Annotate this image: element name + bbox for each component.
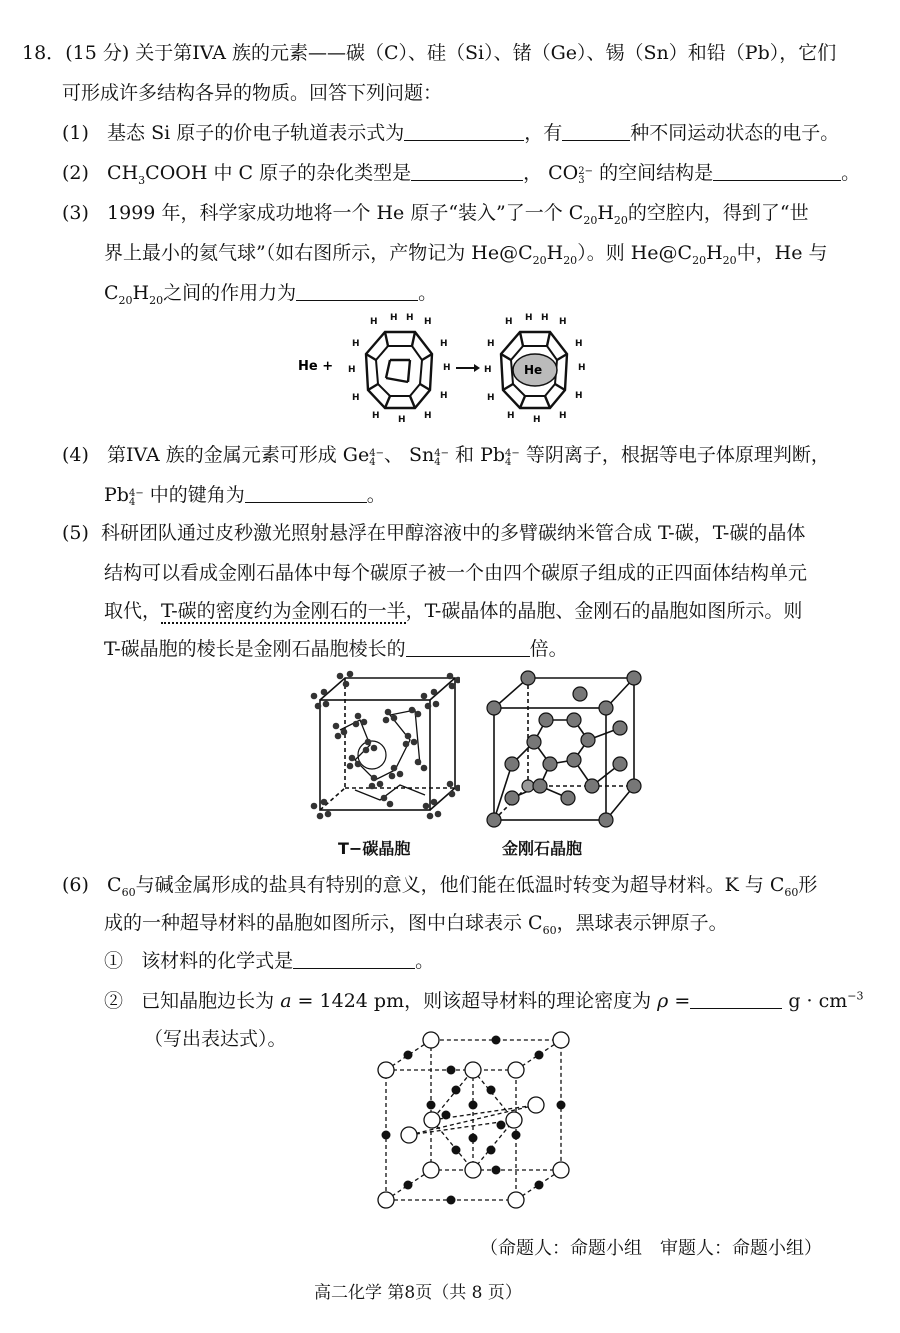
period: 。 bbox=[841, 162, 861, 184]
question-number: 18． bbox=[22, 42, 66, 64]
part-6-label: (6) bbox=[62, 874, 89, 896]
ion-charge bbox=[129, 489, 144, 507]
answer-blank-2b[interactable] bbox=[713, 162, 841, 181]
co3-text: CO bbox=[548, 162, 579, 184]
unit-exponent: −3 bbox=[847, 989, 864, 1003]
ion-charge bbox=[434, 449, 449, 467]
part-1-text-a: 基态 Si 原子的价电子轨道表示式为 bbox=[107, 122, 405, 144]
h-atom: H bbox=[575, 339, 583, 349]
part-4-text-c: 中的键角为 bbox=[143, 484, 245, 506]
part-4-text-b: 等阴离子，根据等电子体原理判断， bbox=[519, 444, 830, 466]
sub-20: 20 bbox=[118, 293, 133, 307]
ion-sub: 4 bbox=[434, 457, 441, 468]
answer-blank-6a[interactable] bbox=[293, 950, 415, 969]
h-atom: H bbox=[424, 411, 432, 421]
co3-charge bbox=[578, 167, 593, 185]
intro-text-1: 关于第IVA 族的元素——碳（C）、硅（Si）、锗（Ge）、锡（Sn）和铅（Pb），它们 bbox=[129, 42, 837, 64]
part-2-text-b: 的空间结构是 bbox=[599, 162, 714, 184]
part-3-text-1b: 的空腔内，得到了“世 bbox=[627, 202, 809, 224]
h-atom: H bbox=[525, 313, 533, 323]
part-5-label: (5) bbox=[62, 522, 89, 544]
h-atom: H bbox=[406, 313, 414, 323]
k3c60-cell-figure bbox=[376, 1030, 576, 1210]
h-atom: H bbox=[398, 415, 406, 424]
part-3-line3 bbox=[104, 280, 437, 306]
h-atom: H bbox=[541, 313, 549, 323]
period: 。 bbox=[366, 484, 386, 506]
part-3-label: (3) bbox=[62, 202, 89, 224]
ion-sup: 4− bbox=[505, 448, 520, 459]
h-atom: H bbox=[372, 411, 380, 421]
answer-blank-4[interactable] bbox=[245, 484, 367, 503]
h-atom: H bbox=[533, 415, 541, 424]
sub2-label: ② bbox=[104, 990, 124, 1012]
part-5-line2: 结构可以看成金刚石晶体中每个碳原子被一个由四个碳原子组成的正四面体结构单元 bbox=[104, 562, 808, 584]
part-5-text-4a: T-碳晶胞的棱长是金刚石晶胞棱长的 bbox=[104, 638, 406, 660]
period: 。 bbox=[415, 950, 435, 972]
period: 。 bbox=[418, 282, 438, 304]
part-5-text-4b: 倍。 bbox=[529, 638, 568, 660]
part-3-text-2b: ）。则 He@C bbox=[577, 242, 693, 264]
sub1-label: ① bbox=[104, 950, 124, 972]
reaction-arrow bbox=[456, 364, 480, 372]
sub2-text-b: = 1424 pm，则该超导材料的理论密度为 bbox=[291, 990, 658, 1012]
h-atom: H bbox=[390, 313, 398, 323]
ion-sup: 4− bbox=[128, 488, 144, 499]
sub-20: 20 bbox=[563, 253, 578, 267]
part-2-text-a: COOH 中 C 原子的杂化类型是 bbox=[145, 162, 412, 184]
h-atom: H bbox=[443, 363, 451, 373]
h-atom: H bbox=[440, 339, 448, 349]
question-score: (15 分) bbox=[65, 42, 130, 64]
answer-blank-3[interactable] bbox=[296, 282, 418, 301]
sub-20: 20 bbox=[149, 293, 164, 307]
equals: = bbox=[668, 990, 691, 1012]
he-cage-figure bbox=[290, 312, 620, 424]
answer-blank-1a[interactable] bbox=[404, 122, 524, 141]
h-atom: H bbox=[507, 411, 515, 421]
sub-20: 20 bbox=[613, 213, 628, 227]
part-5-text-3a: 取代， bbox=[104, 600, 162, 622]
part-3-text-2c: 中，He 与 bbox=[736, 242, 828, 264]
h-atom: H bbox=[559, 411, 567, 421]
part-6-text-1b: 与碱金属形成的盐具有特别的意义，他们能在低温时转变为超导材料。K 与 C bbox=[135, 874, 785, 896]
var-rho: ρ bbox=[657, 990, 669, 1012]
part-5-line4 bbox=[104, 636, 568, 662]
page-footer: 高二化学 第8页（共 8 页） bbox=[314, 1283, 522, 1303]
sub-20: 20 bbox=[692, 253, 707, 267]
h-text: H bbox=[546, 242, 564, 264]
h-text: H bbox=[597, 202, 614, 224]
sn-text: 、 Sn bbox=[383, 444, 435, 466]
ion-sub: 4 bbox=[369, 457, 376, 468]
part-3-line1 bbox=[62, 200, 809, 226]
unit: g · cm bbox=[788, 990, 848, 1012]
sub-20: 20 bbox=[583, 213, 598, 227]
part-4-label: (4) bbox=[62, 444, 89, 466]
ion-charge bbox=[369, 449, 384, 467]
part-3-text-2a: 界上最小的氦气球”（如右图所示，产物记为 He@C bbox=[104, 242, 533, 264]
answer-blank-1b[interactable] bbox=[562, 122, 630, 141]
part-6-text-2b: ，黑球表示钾原子。 bbox=[556, 912, 728, 934]
c20h20-cage bbox=[366, 332, 432, 408]
part-5-text-1: 科研团队通过皮秒激光照射悬浮在甲醇溶液中的多臂碳纳米管合成 T-碳，T-碳的晶体 bbox=[101, 522, 806, 544]
sub1-text: 该材料的化学式是 bbox=[141, 950, 294, 972]
part-3-text-3: 之间的作用力为 bbox=[163, 282, 297, 304]
part-6-text-2a: 成的一种超导材料的晶胞如图所示，图中白球表示 C bbox=[104, 912, 543, 934]
sub-60: 60 bbox=[121, 885, 136, 899]
h-atom: H bbox=[487, 393, 495, 403]
h-atom: H bbox=[484, 365, 492, 375]
h-atom: H bbox=[575, 391, 583, 401]
pb-text: Pb bbox=[104, 484, 129, 506]
answer-blank-2a[interactable] bbox=[411, 162, 523, 181]
t-carbon-cell-figure bbox=[300, 670, 460, 832]
part-5-line3 bbox=[104, 598, 802, 624]
he-inside-label: He bbox=[524, 363, 543, 377]
sub-20: 20 bbox=[532, 253, 547, 267]
h-atom: H bbox=[348, 365, 356, 375]
t-carbon-caption: T−碳晶胞 bbox=[338, 839, 411, 858]
pb-text: 和 Pb bbox=[449, 444, 506, 466]
answer-blank-5[interactable] bbox=[406, 638, 530, 657]
c-text: C bbox=[104, 282, 119, 304]
ion-charge bbox=[505, 449, 520, 467]
part-4-line2 bbox=[104, 482, 386, 508]
part-6-line1 bbox=[62, 872, 817, 898]
question-18-intro-line2: 可形成许多结构各异的物质。回答下列问题： bbox=[62, 82, 443, 104]
h-atom: H bbox=[578, 363, 586, 373]
h-text: H bbox=[706, 242, 723, 264]
sub-20: 20 bbox=[722, 253, 737, 267]
ch3-subscript: 3 bbox=[138, 173, 146, 187]
sub-60: 60 bbox=[542, 923, 557, 937]
part-6-text-1c: 形 bbox=[798, 874, 818, 896]
diamond-cell-figure bbox=[484, 668, 644, 828]
c-text: C bbox=[107, 874, 122, 896]
part-4-line1 bbox=[62, 442, 830, 468]
part-5-line1 bbox=[62, 520, 805, 546]
part-6-sub2 bbox=[104, 988, 864, 1014]
sub-60: 60 bbox=[784, 885, 799, 899]
ch3-text: CH bbox=[107, 162, 139, 184]
part-3-text-1a: 1999 年，科学家成功地将一个 He 原子“装入”了一个 C bbox=[107, 202, 584, 224]
co3-sup: 2− bbox=[578, 166, 594, 177]
credits: （命题人：命题小组 审题人：命题小组） bbox=[480, 1238, 822, 1259]
part-6-line2 bbox=[104, 910, 728, 936]
he-plus-label: He + bbox=[298, 359, 334, 374]
h-atom: H bbox=[505, 317, 513, 327]
part-1-text-c: 种不同运动状态的电子。 bbox=[630, 122, 840, 144]
comma: ， bbox=[523, 162, 543, 184]
ion-sub: 4 bbox=[128, 497, 136, 508]
part-1 bbox=[62, 120, 839, 146]
h-text: H bbox=[132, 282, 150, 304]
emphasis-density-text: T-碳的密度约为金刚石的一半 bbox=[161, 600, 406, 622]
sub2-text-a: 已知晶胞边长为 bbox=[141, 990, 281, 1012]
co3-sub: 3 bbox=[578, 175, 585, 186]
part-6-note: （写出表达式）。 bbox=[144, 1028, 287, 1050]
h-atom: H bbox=[487, 339, 495, 349]
part-4-text-a: 第IVA 族的金属元素可形成 Ge bbox=[107, 444, 370, 466]
h-atom: H bbox=[424, 317, 432, 327]
part-1-label: (1) bbox=[62, 122, 89, 144]
h-atom: H bbox=[352, 339, 360, 349]
ion-sub: 4 bbox=[505, 457, 512, 468]
part-3-line2 bbox=[104, 240, 828, 266]
ion-sup: 4− bbox=[369, 448, 384, 459]
part-6-sub1 bbox=[104, 948, 434, 974]
part-2 bbox=[62, 160, 860, 186]
var-a: a bbox=[280, 990, 292, 1012]
h-atom: H bbox=[440, 391, 448, 401]
part-1-text-b: ，有 bbox=[524, 122, 563, 144]
part-5-text-3b: ，T-碳晶体的晶胞、金刚石的晶胞如图所示。则 bbox=[405, 600, 803, 622]
ion-sup: 4− bbox=[434, 448, 450, 459]
answer-blank-6b[interactable] bbox=[690, 990, 782, 1009]
question-18-intro-line1 bbox=[22, 40, 836, 66]
h-atom: H bbox=[370, 317, 378, 327]
h-atom: H bbox=[559, 317, 567, 327]
part-2-label: (2) bbox=[62, 162, 89, 184]
diamond-caption: 金刚石晶胞 bbox=[502, 839, 583, 858]
h-atom: H bbox=[352, 393, 360, 403]
